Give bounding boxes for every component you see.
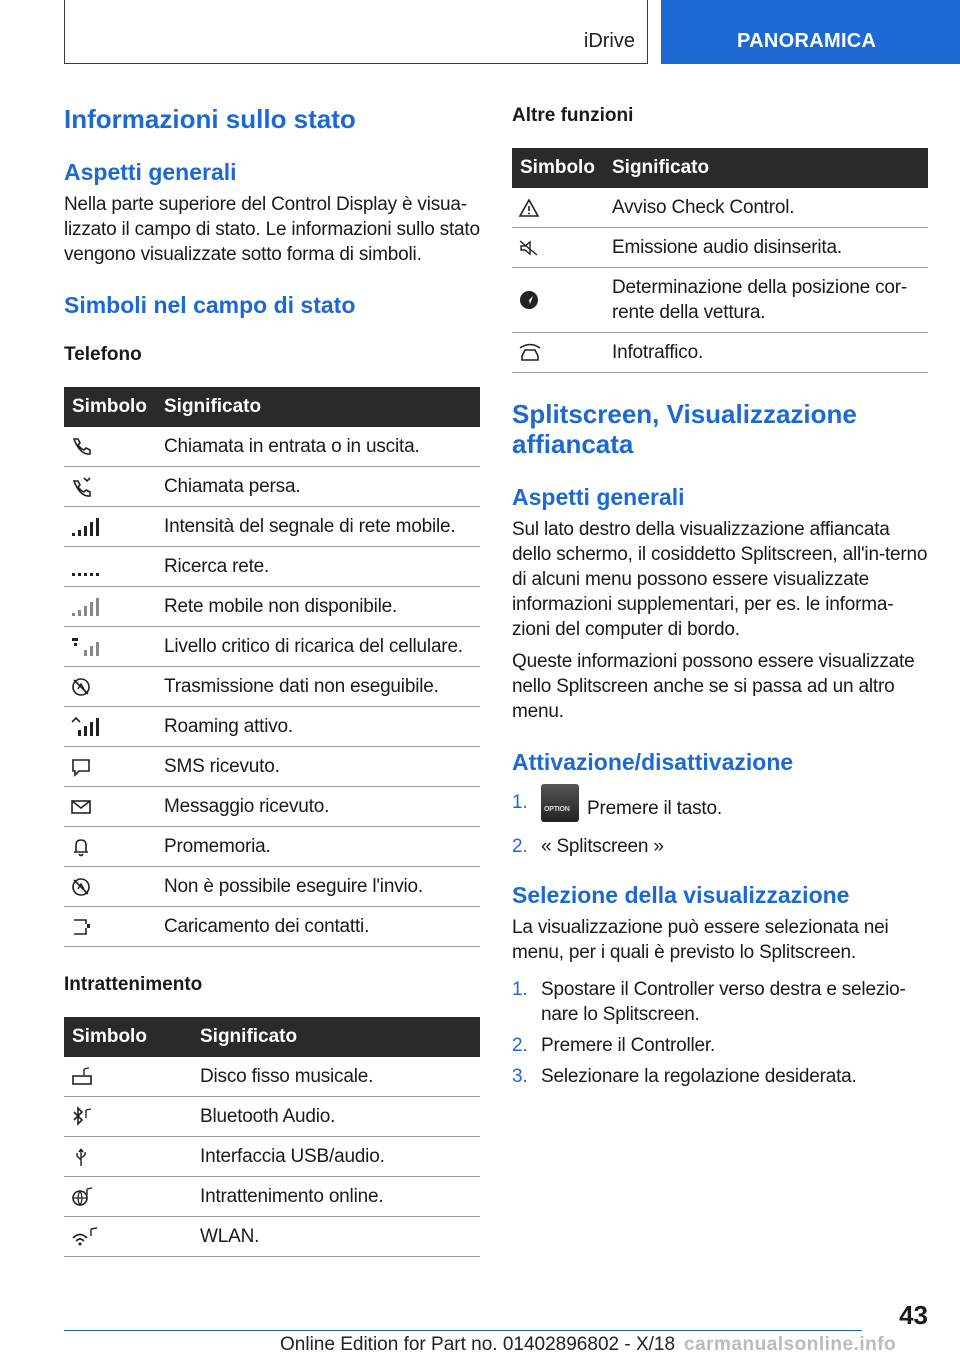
list-item: 2. « Splitscreen » <box>512 836 664 857</box>
col-symbol: Simbolo <box>512 148 604 188</box>
table-row: Disco fisso musicale. <box>64 1057 480 1097</box>
header-tab-label: PANORAMICA <box>737 30 877 52</box>
phone-icon <box>70 436 92 458</box>
list-item: 2. Premere il Controller. <box>512 1035 716 1056</box>
list-item: 1. OPTION Premere il tasto. <box>512 790 928 828</box>
entertainment-heading: Intrattenimento <box>64 974 203 995</box>
data-blocked-icon <box>70 676 92 698</box>
bluetooth-audio-icon <box>70 1106 94 1128</box>
table-row: Messaggio ricevuto. <box>64 787 480 827</box>
header-section-label: iDrive <box>583 30 635 52</box>
table-row: Chiamata persa. <box>64 467 480 507</box>
table-row: Emissione audio disinserita. <box>512 228 928 268</box>
online-entertainment-icon <box>70 1186 94 1208</box>
split-paragraph-1: Sul lato destro della visualizzazione affiancata dello schermo, il cosiddetto Splitscreen, all'in-terno di alcuni menu possono essere visualizzate informazioni supplementari, per es. le informa-zioni del computer di bordo. <box>512 519 928 640</box>
splitscreen-title: Splitscreen, Visualizzazione affiancata <box>512 399 857 459</box>
col-meaning: Significato <box>192 1017 480 1057</box>
split-general-heading: Aspetti generali <box>512 484 685 510</box>
send-blocked-icon <box>70 876 92 898</box>
table-row: SMS ricevuto. <box>64 747 480 787</box>
col-meaning: Significato <box>156 387 480 427</box>
col-meaning: Significato <box>604 148 928 188</box>
warning-triangle-icon <box>518 197 540 219</box>
table-row: Avviso Check Control. <box>512 188 928 228</box>
position-icon <box>518 289 540 311</box>
selection-steps <box>512 977 928 1089</box>
table-row: Infotraffico. <box>512 333 928 373</box>
entertainment-symbol-table <box>64 1017 480 1257</box>
table-row: Chiamata in entrata o in uscita. <box>64 427 480 467</box>
table-row: Livello critico di ricarica del cellulare. <box>64 627 480 667</box>
music-disc-icon <box>70 1066 94 1088</box>
selection-heading: Selezione della visualizzazione <box>512 882 850 908</box>
header-overview-tab[interactable] <box>661 0 960 64</box>
right-column <box>512 100 928 1089</box>
traffic-info-icon <box>518 342 544 364</box>
col-symbol: Simbolo <box>64 1017 192 1057</box>
roaming-icon <box>70 716 100 738</box>
phone-symbol-table <box>64 387 480 947</box>
other-functions-heading: Altre funzioni <box>512 105 634 126</box>
wlan-icon <box>70 1226 100 1248</box>
symbols-heading: Simboli nel campo di stato <box>64 292 356 318</box>
no-network-icon <box>70 596 100 618</box>
table-row: Intrattenimento online. <box>64 1177 480 1217</box>
list-item: 3. Selezionare la regolazione desiderata. <box>512 1066 857 1087</box>
missed-call-icon <box>70 476 92 498</box>
speaker-muted-icon <box>518 237 540 259</box>
table-row: Determinazione della posizione cor-rente della vettura. <box>512 268 928 333</box>
table-row: Promemoria. <box>64 827 480 867</box>
header-section-box <box>64 0 648 64</box>
footer-divider <box>64 1330 862 1331</box>
watermark: carmanualsonline.info <box>684 1334 897 1355</box>
table-row: Interfaccia USB/audio. <box>64 1137 480 1177</box>
table-row: Intensità del segnale di rete mobile. <box>64 507 480 547</box>
activation-steps <box>512 790 928 859</box>
signal-strength-icon <box>70 516 100 538</box>
phone-heading: Telefono <box>64 344 142 365</box>
table-row: Rete mobile non disponibile. <box>64 587 480 627</box>
table-row: Ricerca rete. <box>64 547 480 587</box>
general-heading: Aspetti generali <box>64 159 237 185</box>
usb-icon <box>70 1146 92 1168</box>
selection-text: La visualizzazione può essere selezionata nei menu, per i quali è previsto lo Splitscreen. <box>512 917 889 963</box>
bell-icon <box>70 836 92 858</box>
left-column <box>64 100 480 1257</box>
col-symbol: Simbolo <box>64 387 156 427</box>
table-row: Roaming attivo. <box>64 707 480 747</box>
split-paragraph-2: Queste informazioni possono essere visualizzate nello Splitscreen anche se si passa ad un altro menu. <box>512 651 915 722</box>
table-row: WLAN. <box>64 1217 480 1257</box>
other-symbol-table <box>512 148 928 373</box>
option-button[interactable]: OPTION <box>541 784 579 822</box>
footer-edition: Online Edition for Part no. 01402896802 - X/18 <box>280 1334 676 1355</box>
table-row: Non è possibile eseguire l'invio. <box>64 867 480 907</box>
page-number: 43 <box>899 1300 928 1330</box>
general-text: Nella parte superiore del Control Display è visua-lizzato il campo di stato. Le informazioni sullo stato vengono visualizzate sotto forma di simboli. <box>64 194 480 265</box>
activation-heading: Attivazione/disattivazione <box>512 749 794 775</box>
table-row: Trasmissione dati non eseguibile. <box>64 667 480 707</box>
list-item: 1. Spostare il Controller verso destra e selezio-nare lo Splitscreen. <box>512 979 906 1025</box>
table-row: Bluetooth Audio. <box>64 1097 480 1137</box>
network-search-icon <box>70 556 100 578</box>
table-row: Caricamento dei contatti. <box>64 907 480 947</box>
battery-low-icon <box>70 636 100 658</box>
page-title: Informazioni sullo stato <box>64 104 356 134</box>
sms-icon <box>70 756 92 778</box>
envelope-icon <box>70 796 92 818</box>
contacts-loading-icon <box>70 916 92 938</box>
